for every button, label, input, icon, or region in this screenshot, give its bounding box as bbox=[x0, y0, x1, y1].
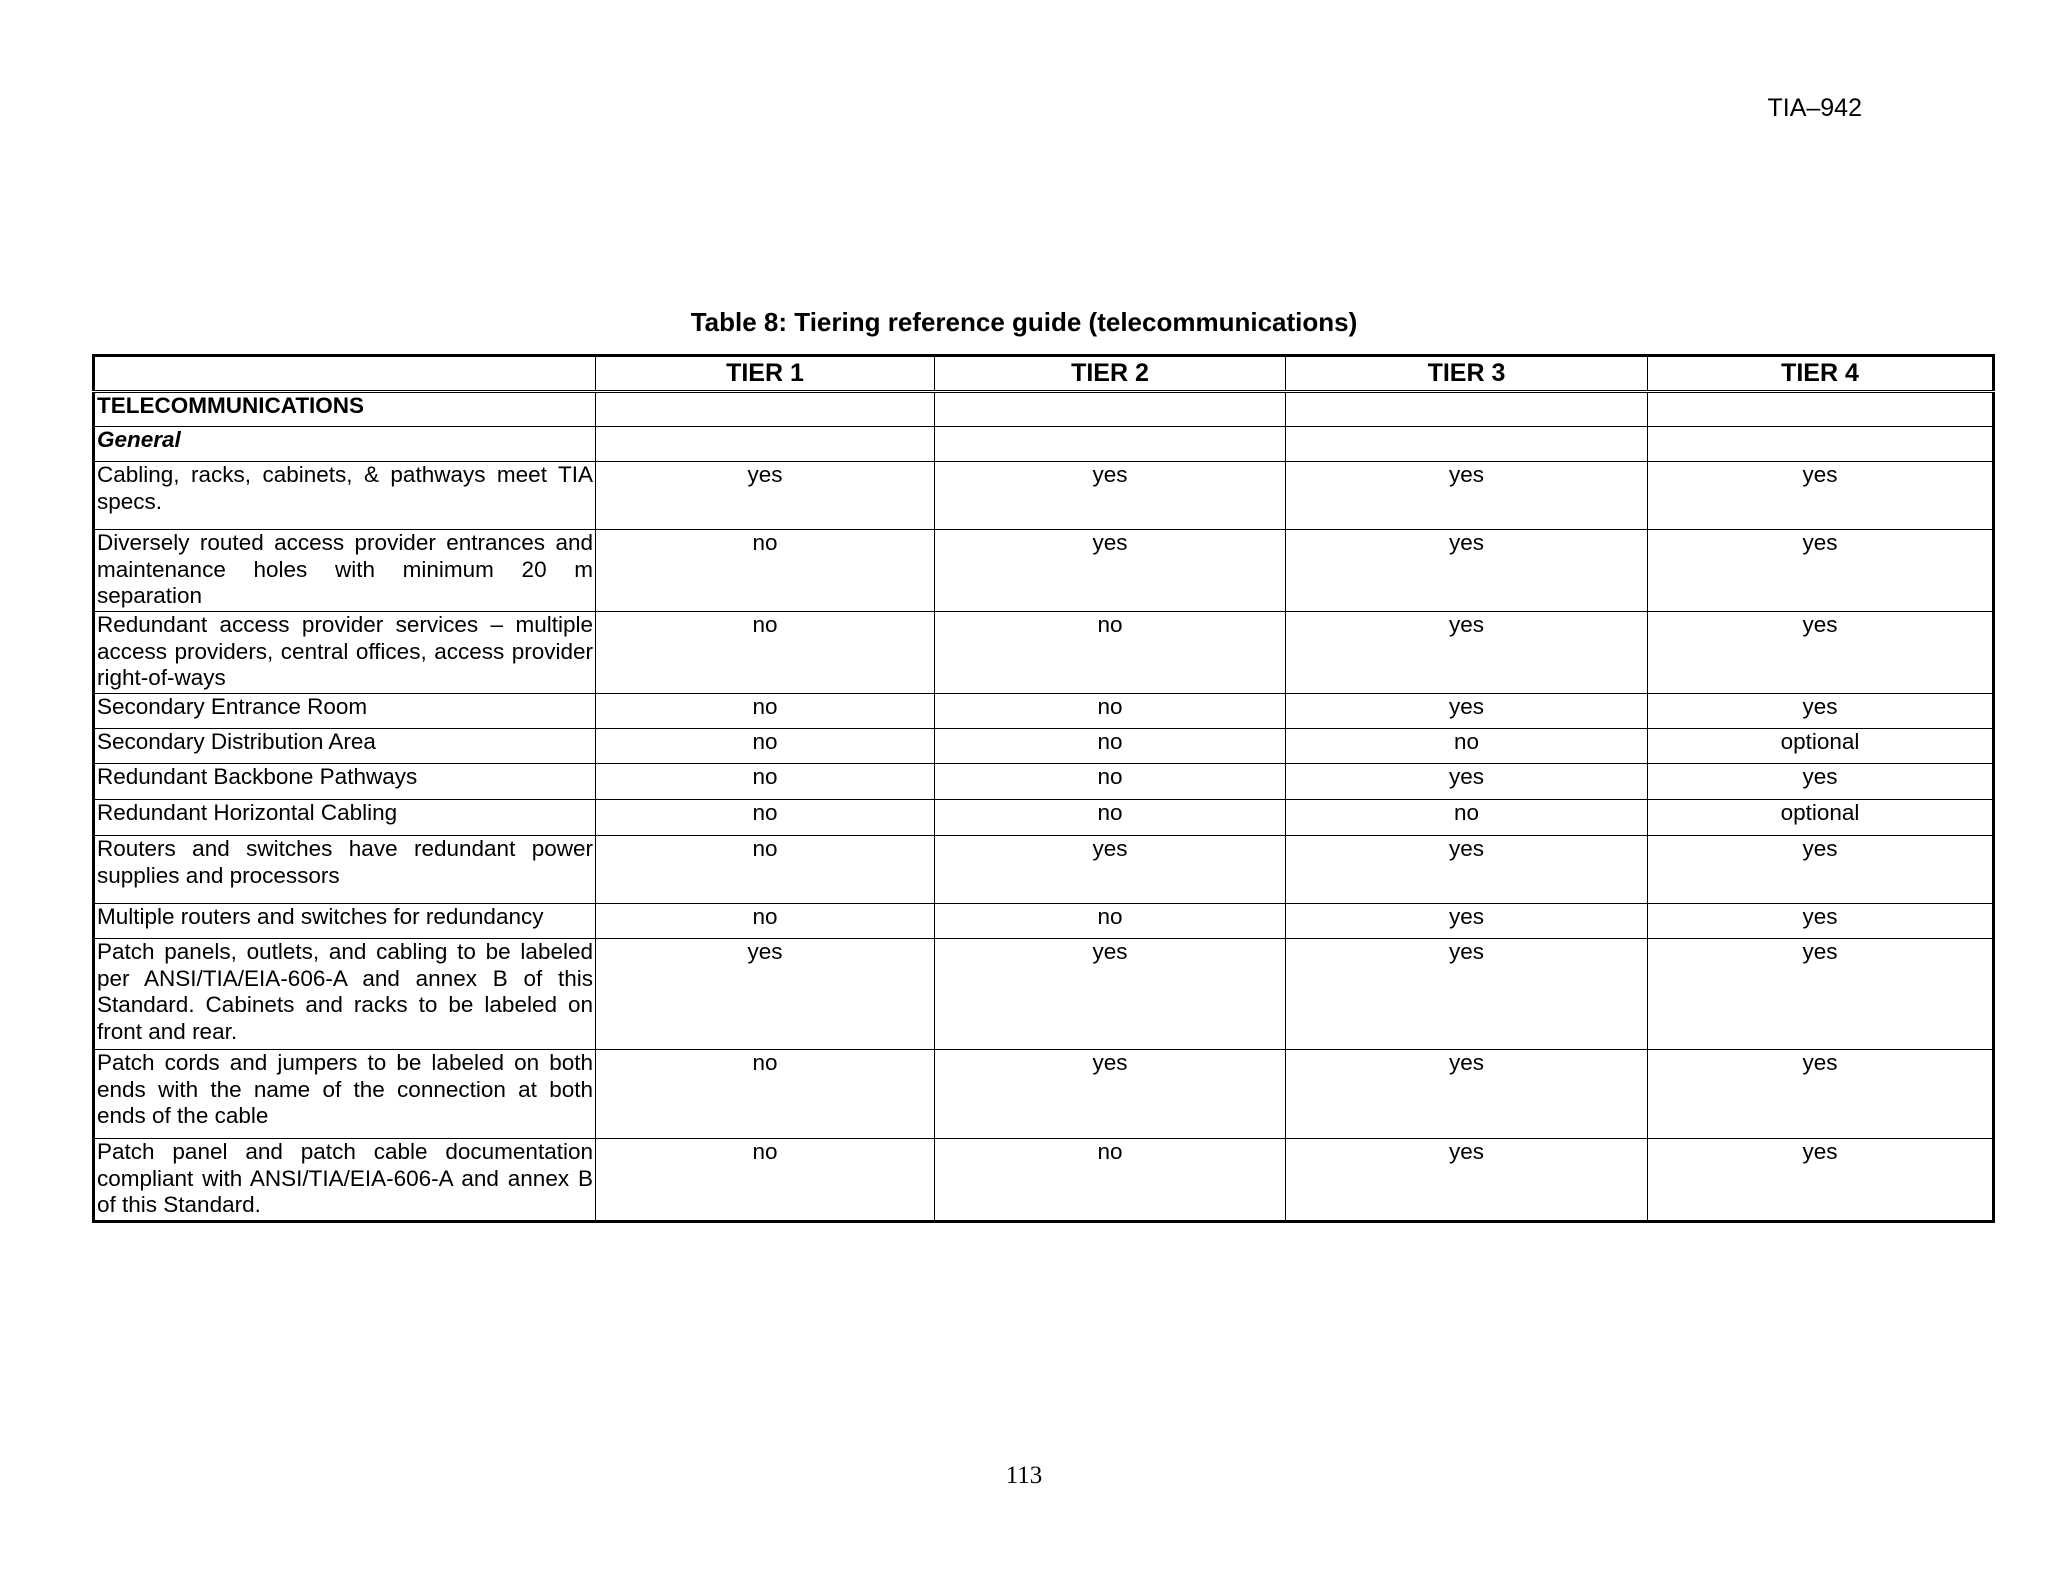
tier-3-value: yes bbox=[1286, 764, 1648, 800]
tier-3-value: yes bbox=[1286, 462, 1648, 530]
table-row bbox=[94, 694, 1994, 729]
tier-2-value: yes bbox=[935, 939, 1286, 1050]
tier-4-value: yes bbox=[1648, 530, 1994, 612]
column-header-tier-1: TIER 1 bbox=[596, 356, 935, 392]
tier-1-value: no bbox=[596, 1050, 935, 1139]
column-header-tier-4: TIER 4 bbox=[1648, 356, 1994, 392]
tier-3-value: yes bbox=[1286, 612, 1648, 694]
table-row bbox=[94, 764, 1994, 800]
requirement-description: Secondary Entrance Room bbox=[94, 694, 596, 729]
table-row bbox=[94, 462, 1994, 530]
table-header-row bbox=[94, 356, 1994, 392]
table-row bbox=[94, 836, 1994, 904]
tier-1-value: yes bbox=[596, 939, 935, 1050]
tier-2-value: no bbox=[935, 1139, 1286, 1222]
table-row bbox=[94, 612, 1994, 694]
tier-1-value: no bbox=[596, 1139, 935, 1222]
requirement-description: Patch panel and patch cable documentation compliant with ANSI/TIA/EIA-606-A and annex B of this Standard. bbox=[94, 1139, 596, 1222]
tier-1-value: no bbox=[596, 694, 935, 729]
subsection-row bbox=[94, 427, 1994, 462]
section-row bbox=[94, 392, 1994, 427]
tier-3-value: yes bbox=[1286, 694, 1648, 729]
tier-2-value: no bbox=[935, 694, 1286, 729]
requirement-description: Multiple routers and switches for redundancy bbox=[94, 904, 596, 939]
tier-4-value: optional bbox=[1648, 800, 1994, 836]
tier-4-value: yes bbox=[1648, 764, 1994, 800]
empty-cell bbox=[596, 392, 935, 427]
tier-4-value: yes bbox=[1648, 462, 1994, 530]
requirement-description: Redundant Horizontal Cabling bbox=[94, 800, 596, 836]
tier-2-value: no bbox=[935, 729, 1286, 764]
tier-2-value: yes bbox=[935, 530, 1286, 612]
tier-2-value: yes bbox=[935, 462, 1286, 530]
column-header-blank bbox=[94, 356, 596, 392]
tier-4-value: yes bbox=[1648, 694, 1994, 729]
table-row bbox=[94, 530, 1994, 612]
tier-1-value: no bbox=[596, 764, 935, 800]
requirement-description: Cabling, racks, cabinets, & pathways meet TIA specs. bbox=[94, 462, 596, 530]
tier-3-value: yes bbox=[1286, 939, 1648, 1050]
requirement-description: Redundant Backbone Pathways bbox=[94, 764, 596, 800]
tier-3-value: yes bbox=[1286, 1050, 1648, 1139]
tier-4-value: yes bbox=[1648, 612, 1994, 694]
tier-2-value: no bbox=[935, 612, 1286, 694]
requirement-description: Redundant access provider services – multiple access providers, central offices, access provider right-of-ways bbox=[94, 612, 596, 694]
column-header-tier-3: TIER 3 bbox=[1286, 356, 1648, 392]
tier-4-value: yes bbox=[1648, 836, 1994, 904]
table-title: Table 8: Tiering reference guide (telecommunications) bbox=[690, 307, 1358, 337]
tiering-table bbox=[92, 354, 1995, 1223]
tier-3-value: no bbox=[1286, 800, 1648, 836]
empty-cell bbox=[1286, 427, 1648, 462]
tier-3-value: no bbox=[1286, 729, 1648, 764]
tier-1-value: no bbox=[596, 612, 935, 694]
empty-cell bbox=[596, 427, 935, 462]
tier-1-value: no bbox=[596, 530, 935, 612]
tier-2-value: no bbox=[935, 800, 1286, 836]
tier-1-value: no bbox=[596, 836, 935, 904]
tier-3-value: yes bbox=[1286, 530, 1648, 612]
tier-4-value: yes bbox=[1648, 1050, 1994, 1139]
tier-1-value: no bbox=[596, 904, 935, 939]
tier-3-value: yes bbox=[1286, 904, 1648, 939]
tier-1-value: no bbox=[596, 800, 935, 836]
document-id: TIA–942 bbox=[1767, 94, 1862, 122]
tier-3-value: yes bbox=[1286, 836, 1648, 904]
tier-1-value: no bbox=[596, 729, 935, 764]
tier-2-value: yes bbox=[935, 1050, 1286, 1139]
page-number: 113 bbox=[1005, 1462, 1043, 1489]
tier-2-value: no bbox=[935, 904, 1286, 939]
tier-4-value: optional bbox=[1648, 729, 1994, 764]
tier-4-value: yes bbox=[1648, 939, 1994, 1050]
empty-cell bbox=[935, 392, 1286, 427]
table-row bbox=[94, 904, 1994, 939]
requirement-description: Routers and switches have redundant power supplies and processors bbox=[94, 836, 596, 904]
tier-2-value: no bbox=[935, 764, 1286, 800]
empty-cell bbox=[1648, 427, 1994, 462]
table-row bbox=[94, 1139, 1994, 1222]
table-row bbox=[94, 800, 1994, 836]
requirement-description: Diversely routed access provider entrances and maintenance holes with minimum 20 m separation bbox=[94, 530, 596, 612]
table-row bbox=[94, 939, 1994, 1050]
tier-2-value: yes bbox=[935, 836, 1286, 904]
requirement-description: Secondary Distribution Area bbox=[94, 729, 596, 764]
table-row bbox=[94, 729, 1994, 764]
tier-3-value: yes bbox=[1286, 1139, 1648, 1222]
tier-1-value: yes bbox=[596, 462, 935, 530]
empty-cell bbox=[935, 427, 1286, 462]
column-header-tier-2: TIER 2 bbox=[935, 356, 1286, 392]
requirement-description: Patch cords and jumpers to be labeled on both ends with the name of the connection at both ends of the cable bbox=[94, 1050, 596, 1139]
subsection-label: General bbox=[94, 427, 596, 462]
section-label: TELECOMMUNICATIONS bbox=[94, 392, 596, 427]
tier-4-value: yes bbox=[1648, 904, 1994, 939]
empty-cell bbox=[1286, 392, 1648, 427]
tier-4-value: yes bbox=[1648, 1139, 1994, 1222]
requirement-description: Patch panels, outlets, and cabling to be labeled per ANSI/TIA/EIA-606-A and annex B of this Standard. Cabinets and racks to be labeled on front and rear. bbox=[94, 939, 596, 1050]
empty-cell bbox=[1648, 392, 1994, 427]
table-row bbox=[94, 1050, 1994, 1139]
